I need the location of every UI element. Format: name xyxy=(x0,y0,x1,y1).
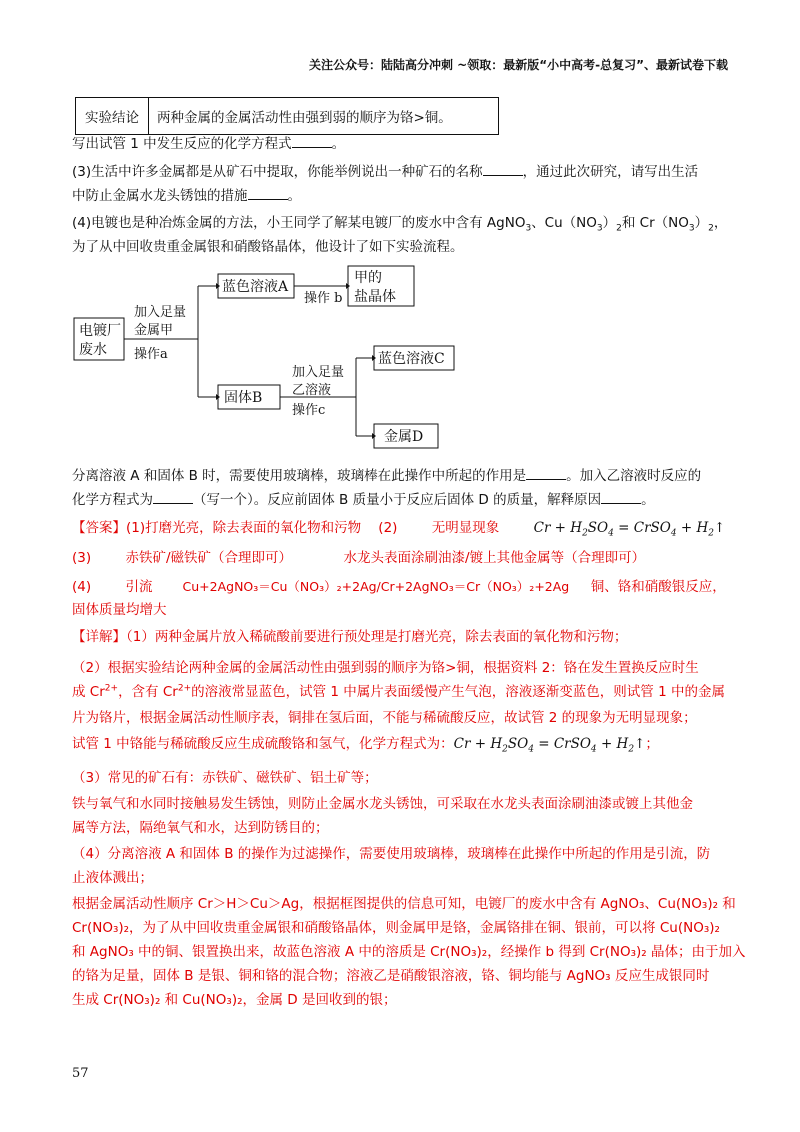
question-4-line4: 化学方程式为 （写一个）。反应前固体 B 质量小于反应后固体 D 的质量，解释原因 。 xyxy=(72,489,732,510)
answer-equation: $Cr + H_2SO_4$ = CrSO$_4$ + $H_2↑$ xyxy=(533,520,726,539)
detail-line2: （2）根据实验结论两种金属的金属活动性由强到弱的顺序为铬>铜，根据资料 2：铬在发生置换反应时生 xyxy=(72,660,699,676)
flow-label-solution-yi: 乙溶液 xyxy=(292,383,332,398)
flow-label-op-a: 操作a xyxy=(134,347,168,362)
detail-line5: 试管 1 中铬能与稀硫酸反应生成硫酸铬和氢气，化学方程式为：$Cr + H_2SO_4$ = CrSO$_4$ + $H_2↑$； xyxy=(72,736,659,755)
detail-line11: 根据金属活动性顺序 Cr＞H＞Cu＞Ag，根据框图提供的信息可知，电镀厂的废水中含有 AgNO₃、Cu(NO₃)₂ 和 xyxy=(72,896,736,912)
detail-line10: 止液体溅出； xyxy=(72,870,153,886)
detail-line8: 属等方法，隔绝氧气和水，达到防锈目的； xyxy=(72,820,329,836)
conclusion-label: 实验结论 xyxy=(76,98,149,134)
flow-solution-a: 蓝色溶液A xyxy=(222,279,289,295)
flow-solution-c: 蓝色溶液C xyxy=(378,351,445,367)
detail-line7: 铁与氧气和水同时接触易发生锈蚀，则防止金属水龙头锈蚀，可采取在水龙头表面涂刷油漆或镀上其他金 xyxy=(72,796,693,812)
conclusion-value: 两种金属的金属活动性由强到弱的顺序为铬>铜。 xyxy=(157,110,452,126)
detail-line3: 成 $Cr^{2+}$，含有 $Cr^{2+}$的溶液常显蓝色，试管 1 中属片表面缓慢产生气泡，溶液逐渐变蓝色，则试管 1 中的金属 xyxy=(72,683,725,700)
page-header: 关注公众号：陆陆高分冲刺 ~领取：最新版“小中高考-总复习”、最新试卷下载 xyxy=(309,58,728,72)
detail-line14: 的铬为足量，固体 B 是银、铜和铬的混合物；溶液乙是硝酸银溶液，铬、铜均能与 AgNO₃ 反应生成银同时 xyxy=(72,968,710,984)
question-4-line1: (4)电镀也是种冶炼金属的方法，小王同学了解某电镀厂的废水中含有 AgNO$_3$、$Cu(NO_3)_2$和 $Cr(NO_3)_2$， xyxy=(72,215,728,234)
question-3-line1: (3)生活中许多金属都是从矿石中提取，你能举例说出一种矿石的名称 ，通过此次研究，请写出生活 xyxy=(72,161,732,182)
page-number: 57 xyxy=(72,1066,89,1081)
flowchart xyxy=(70,262,490,462)
flow-crystal-line2: 盐晶体 xyxy=(354,289,396,305)
flow-source-line2: 废水 xyxy=(79,342,107,358)
question-4-line3: 分离溶液 A 和固体 B 时，需要使用玻璃棒，玻璃棒在此操作中所起的作用是 。加入乙溶液时反应的 xyxy=(72,465,732,486)
detail-line6: （3）常见的矿石有：赤铁矿、磁铁矿、铝土矿等； xyxy=(72,770,378,786)
flow-label-op-b: 操作 b xyxy=(304,291,343,306)
answer-line3: (4) 引流 Cu+2AgNO₃＝Cu（NO₃）₂+2Ag/Cr+2AgNO₃＝Cr（NO₃）₂+2Ag 铜、铬和硝酸银反应， xyxy=(72,579,726,595)
answer-line4: 固体质量均增大 xyxy=(72,602,167,618)
flow-label-add-metal: 加入足量 xyxy=(134,305,187,320)
answer-line2: (3) 赤铁矿/磁铁矿（合理即可） 水龙头表面涂刷油漆/镀上其他金属等（合理即可） xyxy=(72,550,646,566)
detail-line13: 和 AgNO₃ 中的铜、银置换出来，故蓝色溶液 A 中的溶质是 Cr(NO₃)₂，经操作 b 得到 Cr(NO₃)₂ 晶体；由于加入 xyxy=(72,944,746,960)
blank xyxy=(526,465,566,480)
detail-line1: 【详解】（1）两种金属片放入稀硫酸前要进行预处理是打磨光亮，除去表面的氧化物和污物； xyxy=(72,629,628,645)
flow-solid-b: 固体B xyxy=(224,390,263,406)
detail-line12: Cr(NO₃)₂，为了从中回收贵重金属银和硝酸铬晶体，则金属甲是铬，金属铬排在铜、银前，可以将 Cu(NO₃)₂ xyxy=(72,920,720,936)
question-tube1: 写出试管 1 中发生反应的化学方程式 。 xyxy=(72,133,732,154)
flow-source-line1: 电镀厂 xyxy=(79,323,121,339)
detail-equation: $Cr + H_2SO_4$ = CrSO$_4$ + $H_2↑$ xyxy=(453,736,646,755)
flow-metal-d: 金属D xyxy=(384,429,424,445)
detail-line4: 片为铬片，根据金属活动性顺序表，铜排在氢后面，不能与稀硫酸反应，故试管 2 的现象为无明显现象； xyxy=(72,710,697,726)
flow-label-add-solution: 加入足量 xyxy=(292,365,345,380)
question-3-line2: 中防止金属水龙头锈蚀的措施 。 xyxy=(72,185,732,206)
blank xyxy=(153,489,193,504)
answer-line1: 【答案】(1)打磨光亮，除去表面的氧化物和污物 (2) 无明显现象 $Cr + H_2SO_4$ = CrSO$_4$ + $H_2↑$ xyxy=(72,520,726,539)
conclusion-table xyxy=(75,97,499,135)
detail-line9: （4）分离溶液 A 和固体 B 的操作为过滤操作，需要使用玻璃棒，玻璃棒在此操作中所起的作用是引流，防 xyxy=(72,846,711,862)
flow-label-op-c: 操作c xyxy=(292,403,326,418)
flow-crystal-line1: 甲的 xyxy=(354,270,382,286)
blank xyxy=(248,185,288,200)
question-4-line2: 为了从中回收贵重金属银和硝酸铬晶体，他设计了如下实验流程。 xyxy=(72,239,464,255)
blank xyxy=(601,489,641,504)
blank xyxy=(292,133,332,148)
blank xyxy=(483,161,523,176)
flow-label-metal-jia: 金属甲 xyxy=(134,323,174,338)
detail-line15: 生成 Cr(NO₃)₂ 和 Cu(NO₃)₂，金属 D 是回收到的银； xyxy=(72,992,397,1008)
